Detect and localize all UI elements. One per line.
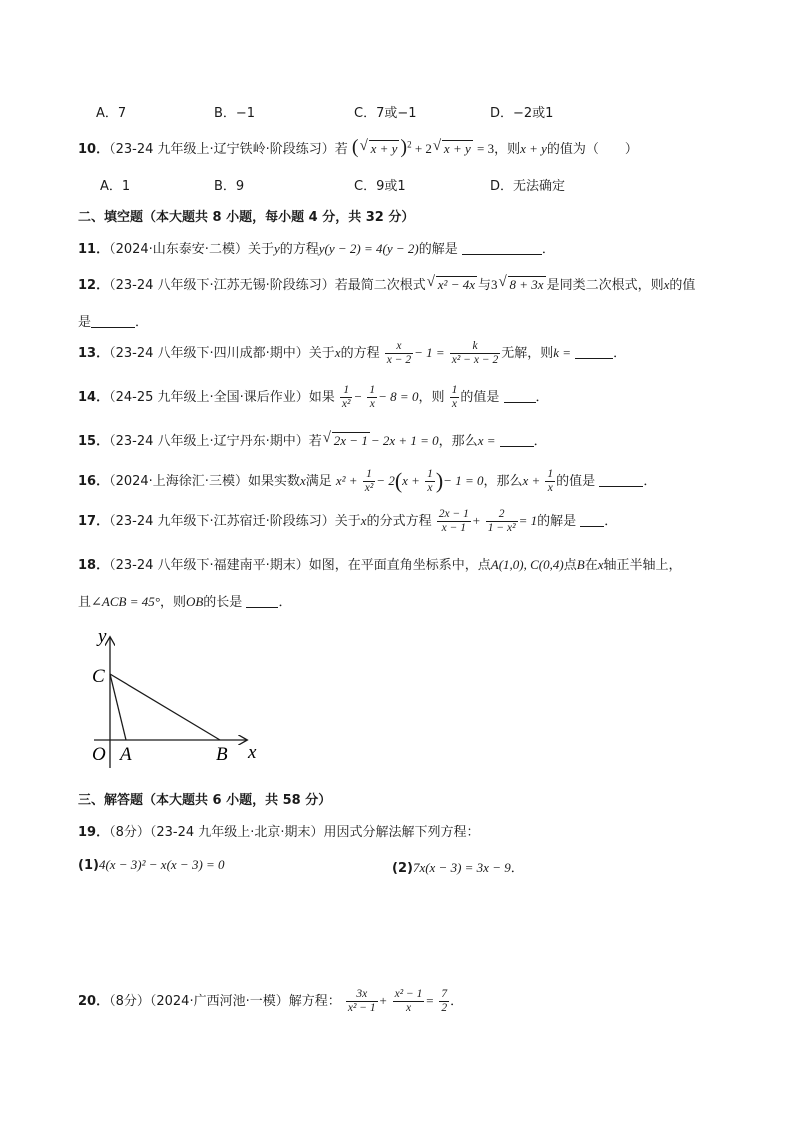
- q18-line2c: 的长是: [203, 595, 243, 610]
- q10-source: （23-24 九年级上·辽宁铁岭·阶段练习）若: [109, 142, 348, 157]
- q10-target: x + y: [520, 141, 547, 156]
- q10-stem: [78, 136, 638, 159]
- q18-figure: [86, 622, 266, 772]
- segment-cb: [110, 674, 220, 740]
- q10-option-a: A．1: [100, 179, 131, 194]
- q16-fraction-1: $\frac{1}{\text{x²}}$: [364, 468, 374, 494]
- q14-fraction-3: $\frac{1}{x}$: [451, 384, 458, 410]
- q11-var: y: [273, 241, 280, 256]
- q18-source: （23-24 八年级下·福建南平·期末）如图，在平面直角坐标系中，点: [109, 558, 491, 573]
- q13-source: （23-24 八年级下·四川成都·期中）关于: [109, 346, 335, 361]
- q18-seg: OB: [185, 594, 204, 609]
- q15: [78, 430, 547, 449]
- q18-text2: 点: [563, 558, 577, 573]
- q12-number: 12．: [78, 278, 110, 293]
- q18-points: A(1,0), C(0,4): [490, 557, 564, 572]
- q13-var: x: [334, 345, 341, 360]
- q14: [78, 384, 549, 411]
- q19-part-2-label: (2): [392, 861, 413, 876]
- q20-eq: =: [425, 993, 435, 1008]
- point-c-label: C: [92, 666, 105, 687]
- q13-lhs: k =: [553, 345, 572, 360]
- q20-source: （8分）（2024·广西河池·一模）解方程：: [109, 994, 341, 1009]
- q13-text3: 无解，则: [501, 346, 554, 361]
- y-axis-label: y: [98, 626, 107, 647]
- q12-text3: 是同类二次根式，则: [546, 278, 664, 293]
- q13-fraction-1: $\frac{x}{x - 2}$: [386, 340, 412, 366]
- section-3-heading: 三、解答题（本大题共 6 小题，共 58 分）: [78, 793, 332, 808]
- q12-line2: [78, 311, 148, 330]
- q11: [78, 238, 555, 257]
- q20-number: 20．: [78, 994, 110, 1009]
- q11-end: ．: [541, 242, 555, 257]
- q20-fraction-3: $\frac{7}{2}$: [441, 988, 448, 1014]
- q16-part-b: − 2: [376, 473, 395, 488]
- x-axis-label: x: [248, 742, 257, 763]
- q15-answer-blank[interactable]: [500, 445, 534, 447]
- q14-minus: −: [353, 389, 363, 404]
- segment-ca: [110, 674, 126, 740]
- q12: [78, 274, 695, 293]
- q11-equation: y(y − 2) = 4(y − 2): [318, 241, 419, 256]
- q15-radical: √ 2x − 1: [322, 430, 368, 448]
- q19-part-1-label: (1): [78, 858, 99, 873]
- q11-answer-blank[interactable]: [462, 253, 542, 255]
- q14-end: ．: [535, 390, 549, 405]
- q19-part-2-equation: 7x(x − 3) = 3x − 9: [412, 860, 511, 875]
- q18-text4: 轴正半轴上，: [603, 558, 682, 573]
- q19-part-1: [78, 857, 225, 873]
- q14-text3: 的值是: [460, 390, 500, 405]
- q17-rest: = 1: [518, 513, 538, 528]
- q16-answer-blank[interactable]: [599, 485, 643, 487]
- point-b-label: B: [216, 744, 228, 765]
- q18-line2a: 且: [78, 595, 92, 610]
- q10-number: 10．: [78, 142, 110, 157]
- q12-var: x: [663, 277, 670, 292]
- q16-number: 16．: [78, 474, 110, 489]
- q16-part-e: x +: [522, 473, 541, 488]
- q15-number: 15．: [78, 434, 110, 449]
- q20: [78, 988, 463, 1015]
- q15-end: ．: [533, 434, 547, 449]
- q16-end: ．: [643, 474, 657, 489]
- q11-text2: 的方程: [279, 242, 319, 257]
- q13: [78, 340, 626, 367]
- q9-option-b: B．−1: [214, 106, 256, 121]
- q11-number: 11．: [78, 242, 110, 257]
- point-a-label: A: [120, 744, 132, 765]
- q15-lhs: x =: [477, 433, 496, 448]
- q10-option-d: D．无法确定: [490, 179, 566, 194]
- q19-source: （8分）（23-24 九年级上·北京·期末）用因式分解法解下列方程：: [109, 825, 480, 840]
- q16-part-a: x² +: [335, 473, 358, 488]
- q12-answer-blank[interactable]: [91, 326, 135, 328]
- q12-source: （23-24 八年级下·江苏无锡·阶段练习）若最简二次根式: [109, 278, 426, 293]
- q12-coef: 3: [491, 277, 498, 292]
- q11-text3: 的解是: [418, 242, 458, 257]
- q20-end: ．: [450, 994, 464, 1009]
- origin-label: O: [92, 744, 106, 765]
- q16-fraction-3: $\frac{1}{x}$: [547, 468, 554, 494]
- q17-source: （23-24 九年级下·江苏宿迁·阶段练习）关于: [109, 514, 361, 529]
- q12-radical-2: √ 8 + 3x: [498, 274, 544, 292]
- q12-radical-1: √ x² − 4x: [426, 274, 475, 292]
- q16-part-c: x +: [402, 473, 420, 488]
- q16: 16．（2024·上海徐汇·三模）如果实数x满足 x² + $\frac{1}{\text{x²}}$ − 2(x + $\frac{1}{x}$ )− 1 = 0，那么x + $\frac{1}{x}$ 的值是 ．: [78, 468, 657, 494]
- q18-line2: [78, 591, 291, 610]
- q14-answer-blank[interactable]: [504, 401, 536, 403]
- q16-part-d: − 1 = 0: [443, 473, 484, 488]
- q17-fraction-1: $\frac{2x - 1}{x - 1}$: [438, 508, 469, 534]
- q20-plus: +: [378, 993, 388, 1008]
- q12-line2-text: 是: [78, 315, 92, 330]
- q16-text2: 满足: [305, 474, 332, 489]
- q10-text2: ，则: [494, 142, 521, 157]
- q20-fraction-1: $\frac{3x}{\text{x² − 1}}$: [347, 988, 376, 1014]
- q14-text2: ，则: [418, 390, 445, 405]
- q20-fraction-2: $\frac{\text{x² − 1}}{x}$: [394, 988, 423, 1014]
- q12-text2: 与: [478, 278, 492, 293]
- q15-text2: ，那么: [438, 434, 478, 449]
- q14-source: （24-25 九年级上·全国·课后作业）如果: [109, 390, 335, 405]
- q18-line2b: ，则: [159, 595, 186, 610]
- q10-option-b: B．9: [214, 179, 245, 194]
- q13-number: 13．: [78, 346, 110, 361]
- q13-answer-blank[interactable]: [575, 357, 613, 359]
- section-2-heading: 二、填空题（本大题共 8 小题，每小题 4 分，共 32 分）: [78, 210, 415, 225]
- q18-end: ．: [278, 595, 292, 610]
- q16-source: （2024·上海徐汇·三模）如果实数: [109, 474, 300, 489]
- q17: [78, 508, 617, 535]
- q18-answer-blank[interactable]: [246, 606, 278, 608]
- q9-option-a: A．7: [96, 106, 127, 121]
- q13-end: ．: [613, 346, 627, 361]
- q12-end: ．: [135, 315, 149, 330]
- q16-text3: ，那么: [483, 474, 523, 489]
- q17-text2: 的分式方程: [366, 514, 432, 529]
- q14-rest: − 8 = 0: [378, 389, 419, 404]
- q15-rest: − 2x + 1 = 0: [370, 433, 439, 448]
- q9-option-c: C．7或−1: [354, 106, 417, 121]
- q19-part-2-end: ．: [510, 861, 524, 876]
- q19-number: 19．: [78, 825, 110, 840]
- q9-option-d: D．−2或1: [490, 106, 554, 121]
- q18-number: 18．: [78, 558, 110, 573]
- q14-fraction-1: $\frac{1}{\text{x²}}$: [341, 384, 351, 410]
- q11-source: （2024·山东泰安·二模）关于: [109, 242, 274, 257]
- q14-number: 14．: [78, 390, 110, 405]
- q18-angle: ∠ACB = 45°: [91, 594, 160, 609]
- q18: [78, 554, 682, 573]
- q10-expression: ( √ x + y )$^2$ + 2 √ x + y = 3: [351, 136, 495, 158]
- q16-text4: 的值是: [556, 474, 596, 489]
- q17-var: x: [360, 513, 367, 528]
- q19-part-2: [392, 857, 524, 876]
- q16-var: x: [299, 473, 306, 488]
- q17-end: ．: [604, 514, 618, 529]
- q19: [78, 821, 480, 840]
- q19-part-1-equation: 4(x − 3)² − x(x − 3) = 0: [98, 857, 225, 872]
- q15-source: （23-24 八年级上·辽宁丹东·期中）若: [109, 434, 322, 449]
- q14-fraction-2: $\frac{1}{x}$: [369, 384, 376, 410]
- q17-text3: 的解是: [537, 514, 577, 529]
- q12-text4: 的值: [669, 278, 696, 293]
- q18-text3: 在: [584, 558, 598, 573]
- q17-plus: +: [471, 513, 481, 528]
- q10-text3: 的值为（ ）: [546, 142, 638, 157]
- q17-answer-blank[interactable]: [580, 525, 604, 527]
- q13-text2: 的方程: [340, 346, 380, 361]
- q13-fraction-2: $\frac{k}{\text{x² − x − 2}}$: [451, 340, 499, 366]
- q17-number: 17．: [78, 514, 110, 529]
- q13-mid: − 1 =: [414, 345, 445, 360]
- q18-x: x: [597, 557, 604, 572]
- q10-option-c: C．9或1: [354, 179, 406, 194]
- q17-fraction-2: $\frac{2}{\text{1 − x²}}$: [487, 508, 516, 534]
- q18-b: B: [576, 557, 585, 572]
- q16-fraction-2: $\frac{1}{x}$: [427, 468, 433, 494]
